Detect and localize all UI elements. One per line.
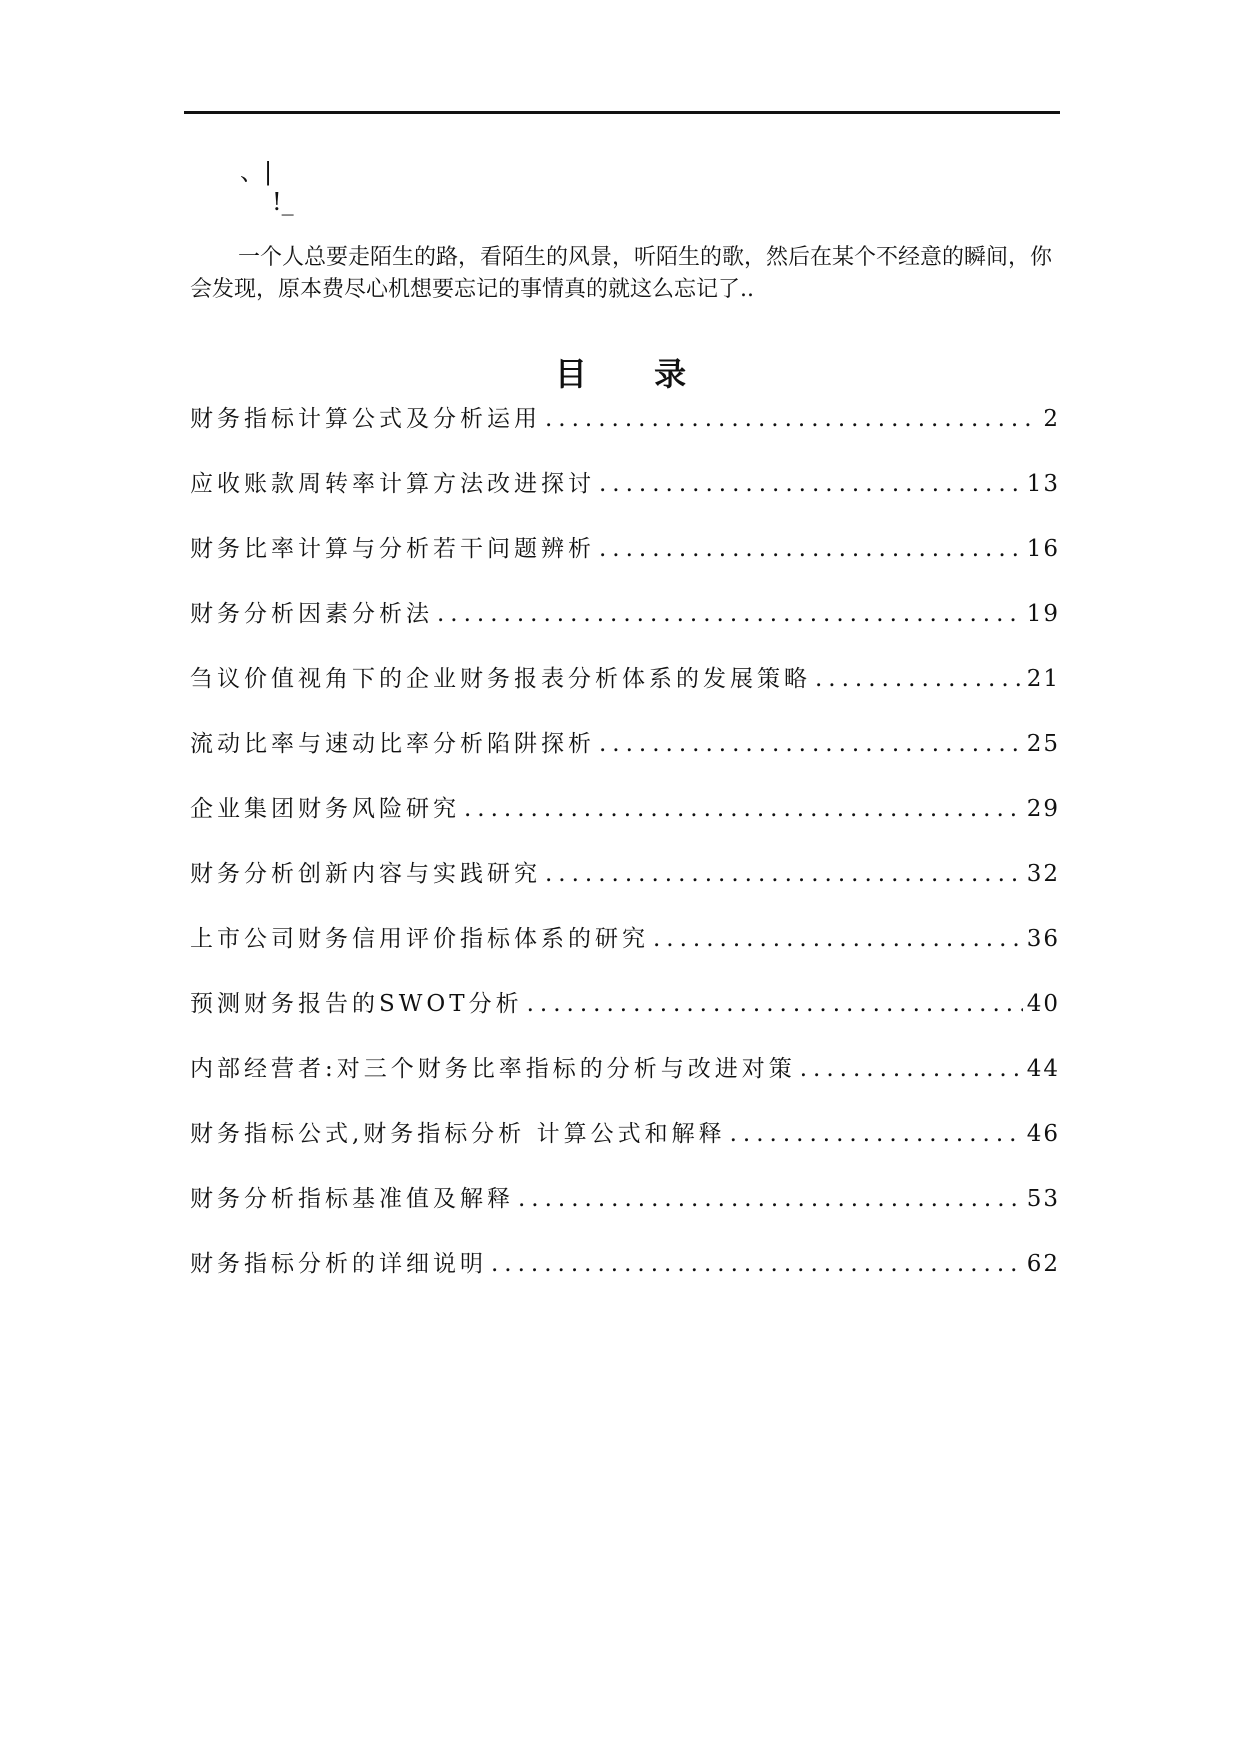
toc-entry-title: 财务分析因素分析法 — [190, 601, 433, 627]
toc-leader-dots — [527, 991, 1023, 1017]
toc-entry-title: 企业集团财务风险研究 — [190, 796, 460, 822]
toc-entry-page: 16 — [1026, 536, 1060, 562]
toc-leader-dots — [599, 471, 1023, 497]
toc-entry[interactable] — [190, 530, 1060, 595]
toc-entry-title: 财务指标分析的详细说明 — [190, 1251, 487, 1277]
toc-entry[interactable] — [190, 1245, 1060, 1310]
toc-title: 目 录 — [554, 355, 715, 394]
toc-entry-title: 财务比率计算与分析若干问题辨析 — [190, 536, 595, 562]
toc-entry[interactable] — [190, 465, 1060, 530]
toc-entry[interactable] — [190, 595, 1060, 660]
toc-entry-page: 2 — [1043, 406, 1060, 432]
stray-mark-2: !_ — [272, 188, 294, 216]
toc-entry-title: 刍议价值视角下的企业财务报表分析体系的发展策略 — [190, 666, 811, 692]
toc-leader-dots — [815, 666, 1023, 692]
toc-entry-title: 财务指标计算公式及分析运用 — [190, 406, 541, 432]
toc-entry[interactable] — [190, 855, 1060, 920]
toc-entry[interactable] — [190, 985, 1060, 1050]
toc-entry[interactable] — [190, 790, 1060, 855]
toc-entry-title: 财务指标公式,财务指标分析 计算公式和解释 — [190, 1121, 726, 1147]
header-rule — [184, 111, 1060, 114]
toc-entry-page: 53 — [1026, 1186, 1060, 1212]
toc-entry-title: 财务分析创新内容与实践研究 — [190, 861, 541, 887]
toc-leader-dots — [653, 926, 1023, 952]
toc-entry-title: 财务分析指标基准值及解释 — [190, 1186, 514, 1212]
toc-entry-page: 13 — [1026, 471, 1060, 497]
toc-entry-page: 25 — [1026, 731, 1060, 757]
intro-paragraph: 一个人总要走陌生的路，看陌生的风景，听陌生的歌，然后在某个不经意的瞬间，你会发现，原本费尽心机想要忘记的事情真的就这么忘记了.. — [190, 245, 1053, 302]
toc-entry-title: 应收账款周转率计算方法改进探讨 — [190, 471, 595, 497]
toc-leader-dots — [599, 536, 1023, 562]
toc-leader-dots — [491, 1251, 1023, 1277]
toc-entry[interactable] — [190, 1180, 1060, 1245]
toc-entry[interactable] — [190, 660, 1060, 725]
table-of-contents — [190, 400, 1060, 1310]
toc-entry-page: 40 — [1026, 991, 1060, 1017]
toc-entry-page: 62 — [1026, 1251, 1060, 1277]
toc-entry-title: 流动比率与速动比率分析陷阱探析 — [190, 731, 595, 757]
toc-leader-dots — [730, 1121, 1023, 1147]
toc-entry[interactable] — [190, 920, 1060, 985]
toc-leader-dots — [545, 406, 1039, 432]
toc-entry[interactable] — [190, 1115, 1060, 1180]
toc-entry-page: 29 — [1026, 796, 1060, 822]
toc-leader-dots — [599, 731, 1023, 757]
toc-leader-dots — [800, 1056, 1023, 1082]
toc-entry[interactable] — [190, 725, 1060, 790]
toc-entry[interactable] — [190, 400, 1060, 465]
toc-entry-page: 46 — [1026, 1121, 1060, 1147]
toc-entry[interactable] — [190, 1050, 1060, 1115]
toc-leader-dots — [437, 601, 1023, 627]
toc-entry-page: 21 — [1026, 666, 1060, 692]
toc-entry-title: 上市公司财务信用评价指标体系的研究 — [190, 926, 649, 952]
toc-entry-page: 44 — [1026, 1056, 1060, 1082]
toc-entry-page: 19 — [1026, 601, 1060, 627]
toc-leader-dots — [518, 1186, 1023, 1212]
toc-leader-dots — [545, 861, 1023, 887]
stray-mark-1: 、| — [240, 158, 273, 186]
toc-entry-title: 预测财务报告的SWOT分析 — [190, 991, 523, 1017]
toc-entry-page: 36 — [1026, 926, 1060, 952]
toc-entry-page: 32 — [1026, 861, 1060, 887]
toc-leader-dots — [464, 796, 1023, 822]
toc-entry-title: 内部经营者:对三个财务比率指标的分析与改进对策 — [190, 1056, 796, 1082]
